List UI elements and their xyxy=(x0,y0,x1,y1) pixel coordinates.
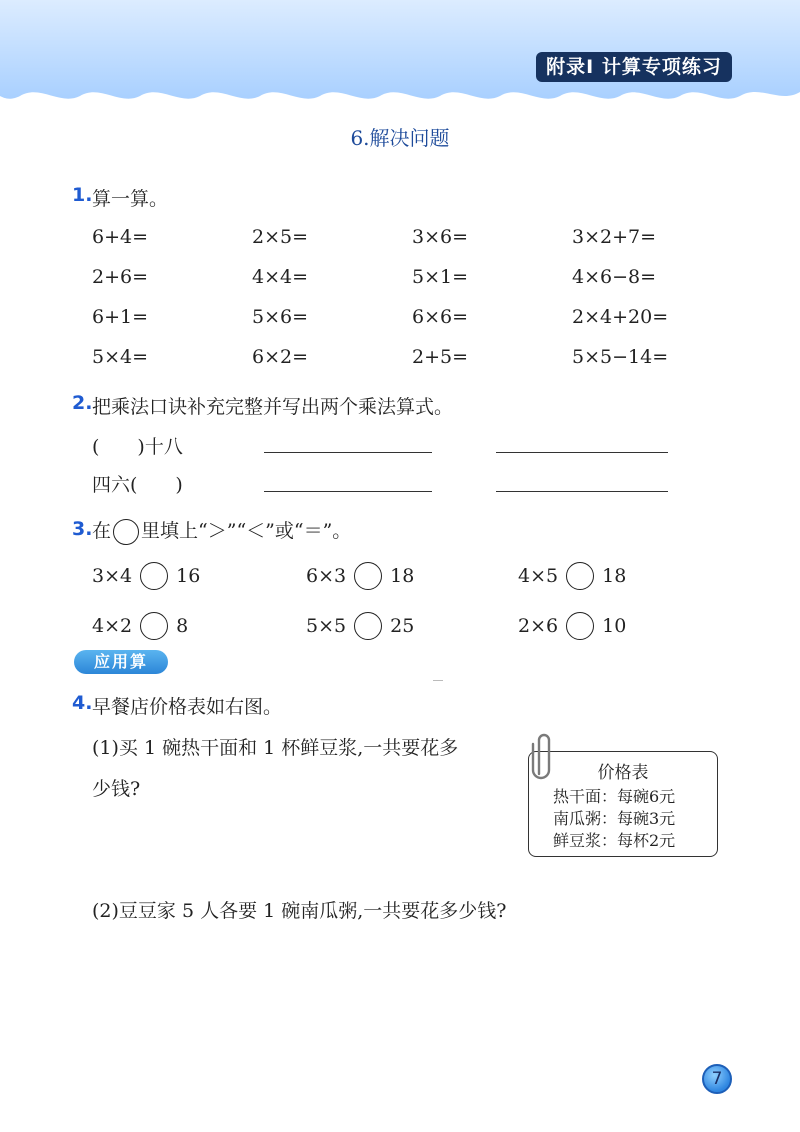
page-number: 7 xyxy=(702,1064,732,1094)
answer-circle[interactable] xyxy=(354,612,382,640)
compare-item xyxy=(92,562,200,590)
q1-cell: 5×4= xyxy=(92,346,149,368)
compare-right: 16 xyxy=(176,565,201,587)
q1-cell: 6+4= xyxy=(92,226,149,248)
compare-item xyxy=(92,612,188,640)
q1-cell: 5×5−14= xyxy=(572,346,669,368)
answer-circle[interactable] xyxy=(566,612,594,640)
q1-cell: 6×2= xyxy=(252,346,309,368)
compare-item xyxy=(306,612,414,640)
price-table-title: 价格表 xyxy=(597,763,649,783)
q4-number: 4. xyxy=(72,692,93,714)
compare-left: 5×5 xyxy=(306,615,347,637)
compare-left: 3×4 xyxy=(92,565,133,587)
compare-left: 4×2 xyxy=(92,615,133,637)
q4-sub1-line2: 少钱? xyxy=(92,778,141,800)
compare-left: 2×6 xyxy=(518,615,559,637)
q1-cell: 2+5= xyxy=(412,346,469,368)
answer-blank[interactable] xyxy=(496,491,668,492)
answer-circle[interactable] xyxy=(566,562,594,590)
appendix-tag: 附录Ⅰ 计算专项练习 xyxy=(536,52,732,82)
section-title: 6.解决问题 xyxy=(350,126,450,150)
answer-blank[interactable] xyxy=(264,491,432,492)
compare-left: 6×3 xyxy=(306,565,347,587)
divider-mark xyxy=(433,680,443,681)
answer-circle[interactable] xyxy=(140,562,168,590)
price-table xyxy=(528,751,718,857)
price-row: 鲜豆浆：每杯2元 xyxy=(553,831,676,850)
q3-number: 3. xyxy=(72,518,93,540)
q2-number: 2. xyxy=(72,392,93,414)
compare-item xyxy=(518,562,626,590)
q1-cell: 5×1= xyxy=(412,266,469,288)
q3-text xyxy=(92,516,351,545)
q1-cell: 4×4= xyxy=(252,266,309,288)
compare-item xyxy=(518,612,626,640)
compare-right: 18 xyxy=(390,565,415,587)
price-row: 南瓜粥：每碗3元 xyxy=(553,809,676,828)
answer-blank[interactable] xyxy=(264,452,432,453)
q4-sub2: (2)豆豆家 5 人各要 1 碗南瓜粥,一共要花多少钱? xyxy=(92,900,507,922)
compare-item xyxy=(306,562,414,590)
q1-cell: 2×5= xyxy=(252,226,309,248)
compare-right: 8 xyxy=(176,615,189,637)
q1-cell: 2×4+20= xyxy=(572,306,669,328)
q4-text: 早餐店价格表如右图。 xyxy=(92,696,283,718)
compare-right: 10 xyxy=(602,615,627,637)
q4-sub1-line1: (1)买 1 碗热干面和 1 杯鲜豆浆,一共要花多 xyxy=(92,737,459,759)
answer-blank[interactable] xyxy=(496,452,668,453)
q1-cell: 5×6= xyxy=(252,306,309,328)
q1-cell: 2+6= xyxy=(92,266,149,288)
q1-cell: 3×6= xyxy=(412,226,469,248)
answer-circle[interactable] xyxy=(354,562,382,590)
q1-text: 算一算。 xyxy=(92,188,169,210)
price-row: 热干面：每碗6元 xyxy=(553,787,676,806)
q1-cell: 6×6= xyxy=(412,306,469,328)
compare-left: 4×5 xyxy=(518,565,559,587)
q1-number: 1. xyxy=(72,184,93,206)
q3-text-after: 里填上“＞”“＜”或“＝”。 xyxy=(141,520,352,542)
circle-icon xyxy=(113,519,139,545)
q2-text: 把乘法口诀补充完整并写出两个乘法算式。 xyxy=(92,396,454,418)
q1-cell: 4×6−8= xyxy=(572,266,657,288)
compare-right: 25 xyxy=(390,615,415,637)
section-badge: 应用算 xyxy=(74,650,168,674)
answer-circle[interactable] xyxy=(140,612,168,640)
q1-cell: 6+1= xyxy=(92,306,149,328)
q2-line2-prompt: 四六( ) xyxy=(92,474,183,496)
q2-line1-prompt: ( )十八 xyxy=(92,436,183,458)
q3-text-before: 在 xyxy=(92,520,112,542)
paperclip-icon xyxy=(530,730,556,786)
compare-right: 18 xyxy=(602,565,627,587)
q1-cell: 3×2+7= xyxy=(572,226,657,248)
